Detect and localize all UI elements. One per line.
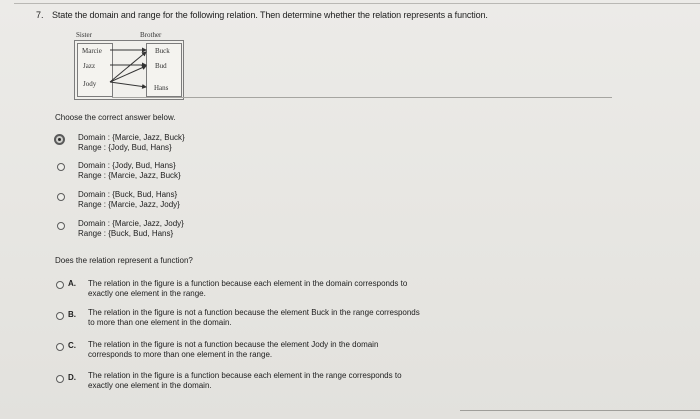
option-letter: A.	[68, 279, 76, 288]
option-text-line2: to more than one element in the domain.	[88, 318, 232, 327]
domain-item-marcie: Marcie	[82, 47, 102, 55]
part2-prompt: Does the relation represent a function?	[55, 256, 193, 265]
option-domain-text: Domain : {Jody, Bud, Hans}	[78, 161, 176, 170]
question-number: 7.	[36, 10, 44, 20]
option-text-line1: The relation in the figure is not a function because the element Jody in the domain	[88, 340, 379, 349]
question-text: State the domain and range for the following relation. Then determine whether the relation represents a function.	[52, 10, 488, 20]
option-domain-text: Domain : {Marcie, Jazz, Jody}	[78, 219, 184, 228]
radio-icon[interactable]	[57, 222, 65, 230]
domain-item-jazz: Jazz	[83, 62, 96, 70]
option-range-text: Range : {Marcie, Jazz, Jody}	[78, 200, 180, 209]
option-range-text: Range : {Jody, Bud, Hans}	[78, 143, 172, 152]
option-range-text: Range : {Buck, Bud, Hans}	[78, 229, 174, 238]
option-letter: C.	[68, 341, 76, 350]
range-item-hans: Hans	[154, 84, 169, 92]
radio-icon[interactable]	[56, 281, 64, 289]
option-text-line1: The relation in the figure is a function because each element in the domain corresponds to	[88, 279, 408, 288]
option-letter: D.	[68, 373, 76, 382]
option-text-line2: corresponds to more than one element in the range.	[88, 350, 273, 359]
part1-prompt: Choose the correct answer below.	[55, 113, 176, 122]
domain-header: Sister	[76, 31, 92, 39]
radio-selected-icon[interactable]	[54, 134, 65, 145]
radio-icon[interactable]	[57, 193, 65, 201]
arrow-jody-hans	[110, 82, 146, 87]
option-text-line2: exactly one element in the domain.	[88, 381, 212, 390]
domain-item-jody: Jody	[83, 80, 97, 88]
option-text-line2: exactly one element in the range.	[88, 289, 206, 298]
radio-icon[interactable]	[56, 343, 64, 351]
option-range-text: Range : {Marcie, Jazz, Buck}	[78, 171, 181, 180]
arrow-jody-buck	[110, 52, 146, 82]
range-header: Brother	[140, 31, 162, 39]
bottom-divider	[460, 410, 700, 411]
option-text-line1: The relation in the figure is a function because each element in the range corresponds to	[88, 371, 402, 380]
radio-icon[interactable]	[57, 163, 65, 171]
range-item-bud: Bud	[155, 62, 167, 70]
option-letter: B.	[68, 310, 76, 319]
range-item-buck: Buck	[155, 47, 170, 55]
option-domain-text: Domain : {Marcie, Jazz, Buck}	[78, 133, 185, 142]
section-divider	[112, 97, 612, 98]
radio-icon[interactable]	[56, 375, 64, 383]
radio-icon[interactable]	[56, 312, 64, 320]
arrow-jody-bud	[110, 66, 146, 82]
option-domain-text: Domain : {Buck, Bud, Hans}	[78, 190, 178, 199]
option-text-line1: The relation in the figure is not a function because the element Buck in the range corresponds	[88, 308, 420, 317]
